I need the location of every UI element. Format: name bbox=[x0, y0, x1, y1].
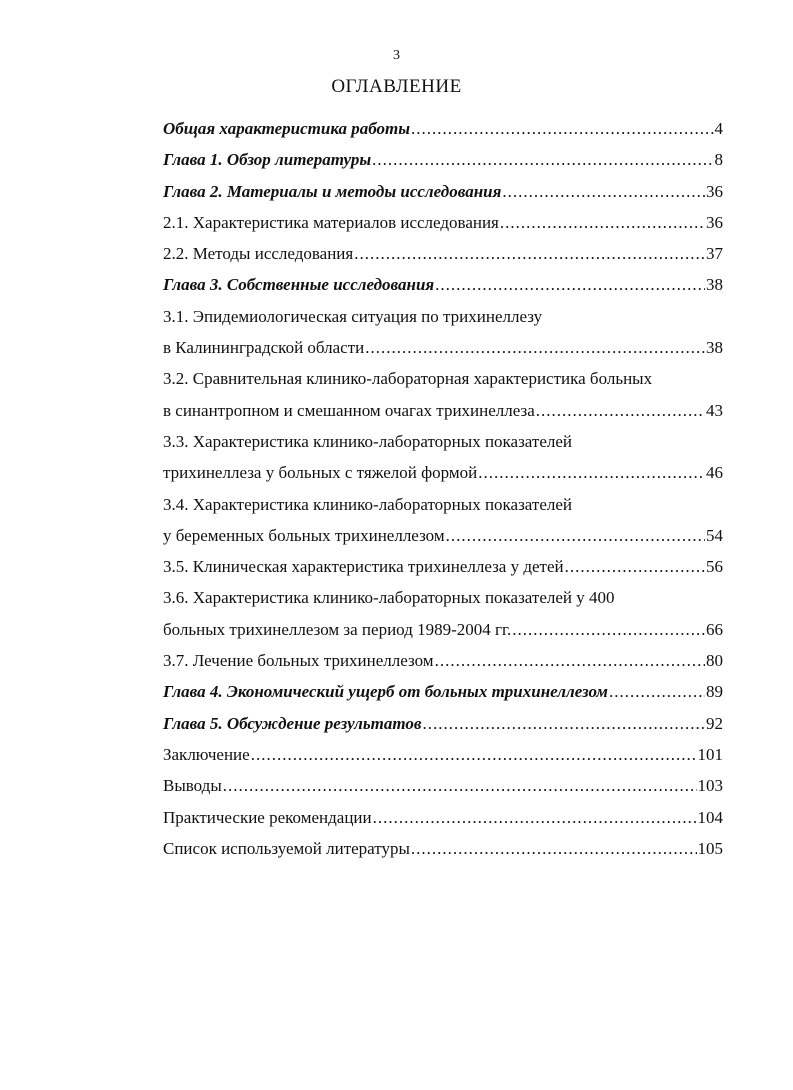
toc-entry-title: Глава 1. Обзор литературы bbox=[163, 150, 372, 170]
toc-entry bbox=[163, 708, 723, 739]
leader-dots bbox=[354, 238, 705, 269]
toc-entry-title: 2.2. Методы исследования bbox=[163, 244, 354, 264]
toc-entry-line bbox=[163, 363, 723, 394]
toc-entry bbox=[163, 113, 723, 144]
leader-dots bbox=[372, 144, 713, 175]
toc-entry-title: Глава 4. Экономический ущерб от больных трихинеллезом bbox=[163, 682, 608, 702]
toc-entry-title: трихинеллеза у больных с тяжелой формой bbox=[163, 463, 478, 483]
toc-entry-page: 103 bbox=[697, 776, 723, 796]
toc-entry-page: 43 bbox=[706, 400, 723, 420]
leader-dots bbox=[536, 395, 705, 426]
toc-entry bbox=[163, 676, 723, 707]
toc-entry-page: 36 bbox=[706, 181, 723, 201]
toc-entry-title: 3.5. Клиническая характеристика трихинеллеза у детей bbox=[163, 557, 564, 577]
toc-entry bbox=[163, 739, 723, 770]
leader-dots bbox=[446, 520, 705, 551]
toc-entry-title: Глава 2. Материалы и методы исследования bbox=[163, 181, 502, 201]
leader-dots bbox=[609, 676, 705, 707]
leader-dots bbox=[435, 645, 705, 676]
leader-dots bbox=[565, 551, 705, 582]
leader-dots bbox=[435, 269, 705, 300]
toc-entry bbox=[163, 457, 723, 488]
toc-entry-title: Список используемой литературы bbox=[163, 838, 410, 858]
toc-entry-title: у беременных больных трихинеллезом bbox=[163, 525, 445, 545]
toc-entry bbox=[163, 395, 723, 426]
toc-entry-line bbox=[163, 582, 723, 613]
toc-entry bbox=[163, 802, 723, 833]
toc-entry-page: 105 bbox=[697, 838, 723, 858]
toc-entry-page: 38 bbox=[706, 338, 723, 358]
toc-entry bbox=[163, 144, 723, 175]
leader-dots bbox=[502, 176, 705, 207]
toc-entry bbox=[163, 176, 723, 207]
leader-dots bbox=[251, 739, 697, 770]
toc-entry-page: 101 bbox=[697, 744, 723, 764]
toc-entry-page: 8 bbox=[714, 150, 723, 170]
toc-entry-title: Глава 5. Обсуждение результатов bbox=[163, 713, 422, 733]
toc-entry-title: больных трихинеллезом за период 1989-2004 гг. bbox=[163, 619, 512, 639]
toc-entry-title: в Калининградской области bbox=[163, 338, 365, 358]
leader-dots bbox=[373, 802, 697, 833]
toc-entry-title: Заключение bbox=[163, 744, 250, 764]
toc-entry-title: 3.7. Лечение больных трихинеллезом bbox=[163, 651, 434, 671]
toc-entry-page: 89 bbox=[706, 682, 723, 702]
toc-entry bbox=[163, 207, 723, 238]
toc-entry-title: Глава 3. Собственные исследования bbox=[163, 275, 435, 295]
toc-entry bbox=[163, 645, 723, 676]
toc-entry bbox=[163, 332, 723, 363]
toc-entry-title: 3.2. Сравнительная клинико-лабораторная характеристика больных bbox=[163, 369, 653, 389]
leader-dots bbox=[500, 207, 705, 238]
leader-dots bbox=[411, 113, 713, 144]
leader-dots bbox=[478, 457, 705, 488]
toc-entry bbox=[163, 833, 723, 864]
toc-entry-page: 56 bbox=[706, 557, 723, 577]
page-number: 3 bbox=[393, 48, 400, 63]
toc-entry bbox=[163, 238, 723, 269]
toc-entry-page: 37 bbox=[706, 244, 723, 264]
leader-dots bbox=[512, 614, 705, 645]
leader-dots bbox=[365, 332, 705, 363]
toc-entry-title: 3.3. Характеристика клинико-лабораторных показателей bbox=[163, 431, 573, 451]
toc-entry-page: 54 bbox=[706, 525, 723, 545]
leader-dots bbox=[423, 708, 706, 739]
toc-entry-title: 2.1. Характеристика материалов исследования bbox=[163, 212, 499, 232]
toc-entry bbox=[163, 520, 723, 551]
leader-dots bbox=[411, 833, 697, 864]
page-title: ОГЛАВЛЕНИЕ bbox=[331, 76, 462, 97]
toc-entry bbox=[163, 269, 723, 300]
toc-entry-title: 3.4. Характеристика клинико-лабораторных показателей bbox=[163, 494, 573, 514]
toc-entry-page: 36 bbox=[706, 212, 723, 232]
toc-entry-line bbox=[163, 426, 723, 457]
toc-entry-title: Практические рекомендации bbox=[163, 807, 372, 827]
toc-entry-page: 66 bbox=[706, 619, 723, 639]
toc-entry bbox=[163, 614, 723, 645]
toc-entry bbox=[163, 770, 723, 801]
toc-entry-title: 3.6. Характеристика клинико-лабораторных показателей у 400 bbox=[163, 588, 615, 608]
toc-entry bbox=[163, 551, 723, 582]
toc-entry-title: в синантропном и смешанном очагах трихинеллеза bbox=[163, 400, 535, 420]
leader-dots bbox=[223, 770, 697, 801]
toc-entry-page: 38 bbox=[706, 275, 723, 295]
toc-entry-title: 3.1. Эпидемиологическая ситуация по трихинеллезу bbox=[163, 306, 543, 326]
toc-entry-page: 46 bbox=[706, 463, 723, 483]
toc-entry-page: 4 bbox=[714, 119, 723, 138]
toc-entry-line bbox=[163, 489, 723, 520]
toc-entry-title: Выводы bbox=[163, 776, 222, 796]
toc-entry-page: 92 bbox=[706, 713, 723, 733]
toc-entry-title: Общая характеристика работы bbox=[163, 119, 411, 138]
toc-entry-line bbox=[163, 301, 723, 332]
toc-entry-page: 104 bbox=[697, 807, 723, 827]
toc-entry-page: 80 bbox=[706, 651, 723, 671]
table-of-contents bbox=[163, 113, 723, 864]
